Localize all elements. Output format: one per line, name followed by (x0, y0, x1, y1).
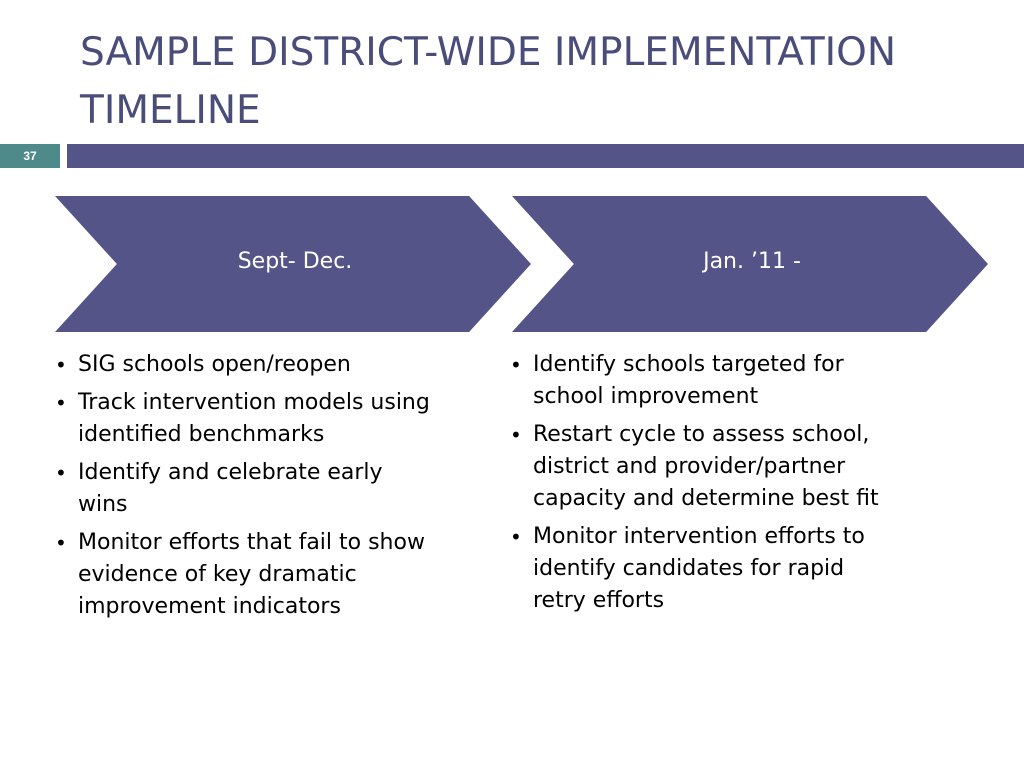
bullet-item: • Identify schools targeted for school improvement (510, 349, 900, 413)
bullet-item: • Monitor efforts that fail to show evidence of key dramatic improvement indicators (55, 527, 435, 623)
bullet-item: • SIG schools open/reopen (55, 349, 435, 381)
timeline-phase-2-label: Jan. ’11 - (703, 249, 801, 274)
slide-number-badge: 37 (0, 144, 60, 168)
slide-title: SAMPLE DISTRICT-WIDE IMPLEMENTATION TIMELINE (80, 30, 897, 133)
bullet-item: • Identify and celebrate early wins (55, 457, 435, 521)
phase-2-bullet-list (510, 349, 900, 623)
bullet-item: • Restart cycle to assess school, district and provider/partner capacity and determine best fit (510, 419, 900, 515)
bullet-item: • Monitor intervention efforts to identify candidates for rapid retry efforts (510, 521, 900, 617)
title-divider-bar (67, 144, 1024, 168)
timeline-phase-1-label: Sept- Dec. (237, 249, 353, 274)
bullet-item: • Track intervention models using identified benchmarks (55, 387, 435, 451)
phase-1-bullet-list (55, 349, 435, 629)
